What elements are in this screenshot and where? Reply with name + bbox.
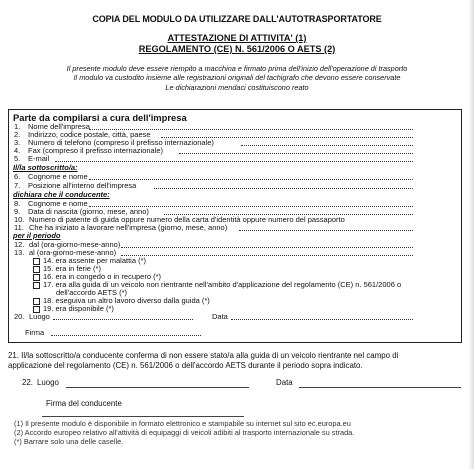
checkbox-sick[interactable] bbox=[33, 258, 40, 265]
intro-line: Il modulo va custodito insieme alle registrazioni originali del tachigrafo che devono essere conservate bbox=[73, 73, 401, 83]
declaration-line: 21. Il/la sottoscritto/a conducente conferma di non essere stato/a alla guida di un veicolo rientrante nel campo di bbox=[8, 351, 399, 360]
field-num: 8. bbox=[14, 199, 21, 208]
period-heading: per il periodo bbox=[13, 231, 61, 240]
field-label: Fax (compreso il prefisso internazionale) bbox=[28, 146, 164, 155]
signature-line[interactable] bbox=[51, 335, 201, 336]
driver-signature-label bbox=[46, 399, 246, 409]
company-section-box bbox=[8, 109, 462, 343]
field-label: era disponibile (*) bbox=[55, 304, 114, 313]
field-label: Cognome e nome bbox=[28, 172, 88, 181]
page-edge-shadow bbox=[468, 0, 474, 469]
signatory-heading: Il/la sottoscritto/a: bbox=[13, 163, 78, 172]
footnote: (*) Barrare solo una delle caselle. bbox=[14, 437, 124, 447]
field-num: 1. bbox=[14, 122, 21, 131]
field-num: 12. bbox=[14, 240, 25, 249]
intro-line: Il presente modulo deve essere riempito a macchina e firmato prima dell'inizio dell'operazione di trasporto bbox=[66, 64, 408, 73]
place-label: Luogo bbox=[37, 378, 59, 387]
field-label: al (ora-giorno-mese-anno) bbox=[29, 248, 117, 257]
intro-line: Le dichiarazioni mendaci costituiscono reato bbox=[165, 82, 309, 92]
field-label: Numero di patente di guida oppure numero della carta d'identità oppure numero del passaporto bbox=[29, 215, 345, 224]
date-label: Data bbox=[276, 378, 293, 387]
field-num: 5. bbox=[14, 154, 21, 163]
check-available bbox=[43, 304, 114, 313]
field-num: 3. bbox=[14, 138, 21, 147]
field-num: 9. bbox=[14, 207, 21, 216]
date-label: Data bbox=[212, 312, 228, 321]
regulation-title: REGOLAMENTO (CE) N. 561/2006 O AETS (2) bbox=[138, 44, 336, 54]
checkbox-leave[interactable] bbox=[33, 274, 40, 281]
section-title: Parte da compilarsi a cura dell'impresa bbox=[13, 112, 187, 123]
checkbox-other-work[interactable] bbox=[33, 298, 40, 305]
field-label: Nome dell'impresa bbox=[28, 122, 90, 131]
intro-text bbox=[10, 64, 464, 92]
field-label: dal (ora-giorno-mese-anno) bbox=[29, 240, 121, 249]
footnotes bbox=[14, 419, 464, 447]
field-num: 22. bbox=[22, 378, 33, 387]
driver-signature-text: Firma del conducente bbox=[46, 399, 122, 408]
field-label: E-mail bbox=[28, 154, 50, 163]
field-num: 11. bbox=[14, 223, 24, 232]
field-num: 20. bbox=[14, 312, 25, 321]
field-label: era assente per malattia (*) bbox=[55, 256, 146, 265]
footnote: (2) Accordo europeo relativo all'attività di equipaggi di veicoli adibiti al trasporto internazionale su strada. bbox=[14, 428, 355, 438]
attestation-title: ATTESTAZIONE DI ATTIVITA' (1) bbox=[167, 33, 307, 43]
driver-heading: dichiara che il conducente: bbox=[13, 190, 110, 199]
declaration-line: applicazione del regolamento (CE) n. 561/2006 o dell'accordo AETS durante il periodo sopra indicato. bbox=[8, 360, 363, 370]
field-num: 13. bbox=[14, 248, 25, 257]
field-num: 4. bbox=[14, 146, 21, 155]
field-num: 17. bbox=[43, 280, 54, 289]
position-line[interactable] bbox=[154, 188, 413, 189]
start-date-line[interactable] bbox=[239, 230, 413, 231]
field-label: Posizione all'interno dell'impresa bbox=[28, 181, 137, 190]
from-line[interactable] bbox=[121, 247, 413, 248]
field-num: 19. bbox=[43, 304, 54, 313]
field-num: 14. bbox=[43, 256, 54, 265]
footnote: (1) Il presente modulo è disponibile in formato elettronico e stampabile su internet sul sito ec.europa.eu bbox=[14, 419, 351, 428]
field-num: 2. bbox=[14, 130, 21, 139]
phone-line[interactable] bbox=[241, 145, 413, 146]
field-num: 10. bbox=[14, 215, 25, 224]
field-num: 6. bbox=[14, 172, 21, 181]
field-label: Luogo bbox=[29, 312, 50, 321]
place-line[interactable] bbox=[53, 319, 193, 320]
driver-date-line[interactable] bbox=[299, 387, 461, 388]
field-label: era in ferie (*) bbox=[55, 264, 101, 273]
email-line[interactable] bbox=[55, 161, 413, 162]
field-label: Numero di telefono (compreso il prefisso internazionale) bbox=[28, 138, 214, 147]
field-label: Cognome e nome bbox=[28, 199, 88, 208]
driver-declaration bbox=[8, 351, 464, 370]
checkbox-other-vehicle[interactable] bbox=[33, 282, 40, 289]
signatory-name-line[interactable] bbox=[89, 179, 413, 180]
field-num: 16. bbox=[43, 272, 54, 281]
driver-signature-line[interactable] bbox=[42, 416, 244, 417]
field-label: era in congedo o in recupero (*) bbox=[55, 272, 162, 281]
signature-label bbox=[25, 328, 44, 337]
field-label: era alla guida di un veicolo non rientrante nell'ambito d'applicazione del regolamento (CE) n. 561/2006 o bbox=[55, 280, 402, 289]
field-num: 7. bbox=[14, 181, 21, 190]
checkbox-holiday[interactable] bbox=[33, 266, 40, 273]
field-label: Data di nascita (giorno, mese, anno) bbox=[28, 207, 149, 216]
field-num: 18. bbox=[43, 296, 54, 305]
field-label: dell'accordo AETS (*) bbox=[56, 288, 128, 297]
fax-line[interactable] bbox=[179, 153, 413, 154]
driver-place-line[interactable] bbox=[66, 387, 249, 388]
date-line[interactable] bbox=[231, 319, 413, 320]
field-label: eseguiva un altro lavoro diverso dalla guida (*) bbox=[55, 296, 210, 305]
field-num: 15. bbox=[43, 264, 54, 273]
field-label: Indirizzo, codice postale, città, paese bbox=[28, 130, 151, 139]
to-line[interactable] bbox=[121, 255, 413, 256]
field-label: Che ha iniziato a lavorare nell'impresa (giorno, mese, anno) bbox=[29, 223, 228, 232]
document-title: COPIA DEL MODULO DA UTILIZZARE DALL'AUTOTRASPORTATORE bbox=[92, 14, 382, 24]
signature-text: Firma bbox=[25, 328, 45, 337]
